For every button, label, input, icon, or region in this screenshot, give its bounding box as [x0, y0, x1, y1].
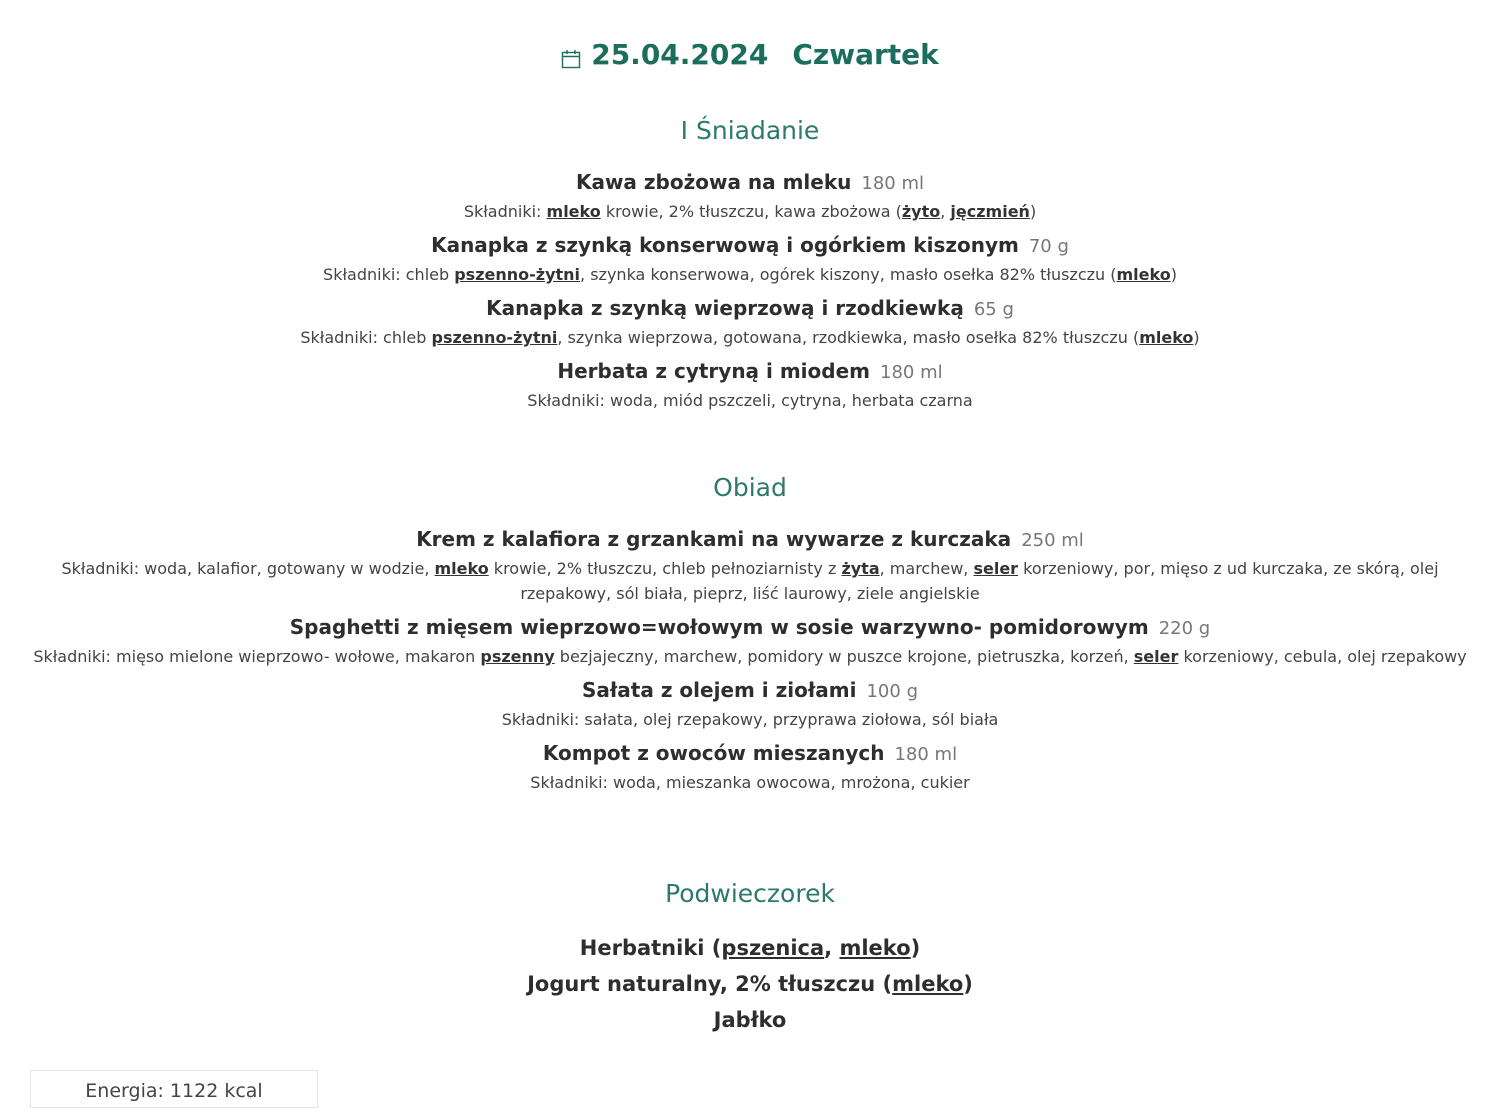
- allergen: mleko: [434, 559, 489, 578]
- ingredient-text: korzeniowy, por, mięso z ud kurczaka, ze skórą, olej rzepakowy, sól biała, pieprz, liść laurowy, ziele angielskie: [520, 559, 1439, 603]
- dish-name: Kawa zbożowa na mleku: [575, 170, 852, 194]
- snack-item: [0, 966, 1500, 1002]
- dish-portion: 70 g: [1028, 236, 1069, 257]
- dish-name: Herbata z cytryną i miodem: [557, 359, 870, 383]
- dish: [0, 230, 1500, 287]
- allergen: pszenno-żytni: [431, 328, 558, 347]
- allergen: mleko: [1139, 328, 1194, 347]
- ingredient-text: bezjajeczny, marchew, pomidory w puszce krojone, pietruszka, korzeń,: [554, 647, 1134, 666]
- dish-name: Sałata z olejem i ziołami: [581, 678, 857, 702]
- ingredient-text: , marchew,: [879, 559, 974, 578]
- dish-ingredients: [0, 388, 1500, 413]
- ingredient-text: Jabłko: [713, 1008, 787, 1032]
- allergen: żyta: [841, 559, 880, 578]
- ingredient-text: ): [910, 936, 921, 960]
- ingredient-text: ,: [940, 202, 951, 221]
- dish-ingredients: [0, 262, 1500, 287]
- dish-portion: 180 ml: [880, 362, 943, 383]
- allergen: żyto: [901, 202, 941, 221]
- dish-portion: 250 ml: [1021, 530, 1084, 551]
- allergen: mleko: [892, 972, 964, 996]
- allergen: pszenno-żytni: [454, 265, 581, 284]
- ingredient-text: Składniki: woda, miód pszczeli, cytryna, herbata czarna: [527, 391, 973, 410]
- dish-ingredients: [0, 556, 1500, 606]
- allergen: mleko: [839, 936, 911, 960]
- dish-portion: 180 ml: [861, 173, 925, 194]
- meal-lunch: [0, 473, 1500, 801]
- meal-title: I Śniadanie: [680, 116, 820, 145]
- dish-ingredients: [0, 644, 1500, 669]
- meal-afternoon-snack: [0, 879, 1500, 1038]
- allergen: mleko: [546, 202, 601, 221]
- ingredient-text: Składniki: mięso mielone wieprzowo- wołowe, makaron: [33, 647, 481, 666]
- energy-summary: Energia: 1122 kcal: [30, 1070, 318, 1108]
- snack-item: [0, 1002, 1500, 1038]
- dish-ingredients: [0, 707, 1500, 732]
- meal-title: Obiad: [713, 473, 787, 502]
- menu-date: 25.04.2024: [591, 38, 769, 71]
- date-header: [0, 38, 1500, 71]
- allergen: mleko: [1116, 265, 1171, 284]
- snack-item: [0, 930, 1500, 966]
- ingredient-text: Składniki: chleb: [300, 328, 432, 347]
- ingredient-text: Jogurt naturalny, 2% tłuszczu (: [527, 972, 893, 996]
- meal-breakfast: [0, 116, 1500, 419]
- dish: [0, 612, 1500, 669]
- ingredient-text: krowie, 2% tłuszczu, chleb pełnoziarnisty z: [488, 559, 842, 578]
- dish-portion: 100 g: [866, 681, 918, 702]
- dish: [0, 738, 1500, 795]
- dish-portion: 180 ml: [894, 744, 958, 765]
- allergen: pszenica: [721, 936, 825, 960]
- ingredient-text: ,: [824, 936, 840, 960]
- dish-name: Kanapka z szynką konserwową i ogórkiem kiszonym: [431, 233, 1019, 257]
- ingredient-text: Herbatniki (: [579, 936, 722, 960]
- ingredient-text: ): [1193, 328, 1200, 347]
- calendar-icon: [561, 43, 581, 63]
- dish-name: Kanapka z szynką wieprzową i rzodkiewką: [486, 296, 964, 320]
- dish-portion: 220 g: [1158, 618, 1211, 639]
- dish: [0, 356, 1500, 413]
- dish-ingredients: [0, 199, 1500, 224]
- dish: [0, 675, 1500, 732]
- dish-name: Spaghetti z mięsem wieprzowo=wołowym w sosie warzywno- pomidorowym: [289, 615, 1149, 639]
- ingredient-text: korzeniowy, cebula, olej rzepakowy: [1178, 647, 1467, 666]
- dish-ingredients: [0, 325, 1500, 350]
- ingredient-text: ): [1170, 265, 1177, 284]
- ingredient-text: krowie, 2% tłuszczu, kawa zbożowa (: [600, 202, 902, 221]
- meal-title: Podwieczorek: [665, 879, 835, 908]
- ingredient-text: Składniki: sałata, olej rzepakowy, przyprawa ziołowa, sól biała: [501, 710, 999, 729]
- ingredient-text: Składniki:: [463, 202, 547, 221]
- allergen: seler: [1133, 647, 1179, 666]
- ingredient-text: ): [1029, 202, 1037, 221]
- dish-name: Krem z kalafiora z grzankami na wywarze z kurczaka: [416, 527, 1012, 551]
- ingredient-text: , szynka konserwowa, ogórek kiszony, masło osełka 82% tłuszczu (: [580, 265, 1117, 284]
- allergen: jęczmień: [950, 202, 1030, 221]
- ingredient-text: ): [963, 972, 973, 996]
- ingredient-text: Składniki: chleb: [323, 265, 455, 284]
- dish: [0, 293, 1500, 350]
- dish-name: Kompot z owoców mieszanych: [542, 741, 885, 765]
- dish-ingredients: [0, 770, 1500, 795]
- ingredient-text: Składniki: woda, mieszanka owocowa, mrożona, cukier: [530, 773, 970, 792]
- dish-portion: 65 g: [973, 299, 1014, 320]
- allergen: pszenny: [480, 647, 555, 666]
- ingredient-text: Składniki: woda, kalafior, gotowany w wodzie,: [61, 559, 435, 578]
- dish: [0, 524, 1500, 606]
- allergen: seler: [973, 559, 1019, 578]
- menu-day: Czwartek: [792, 38, 939, 71]
- dish: [0, 167, 1500, 224]
- ingredient-text: , szynka wieprzowa, gotowana, rzodkiewka, masło osełka 82% tłuszczu (: [557, 328, 1140, 347]
